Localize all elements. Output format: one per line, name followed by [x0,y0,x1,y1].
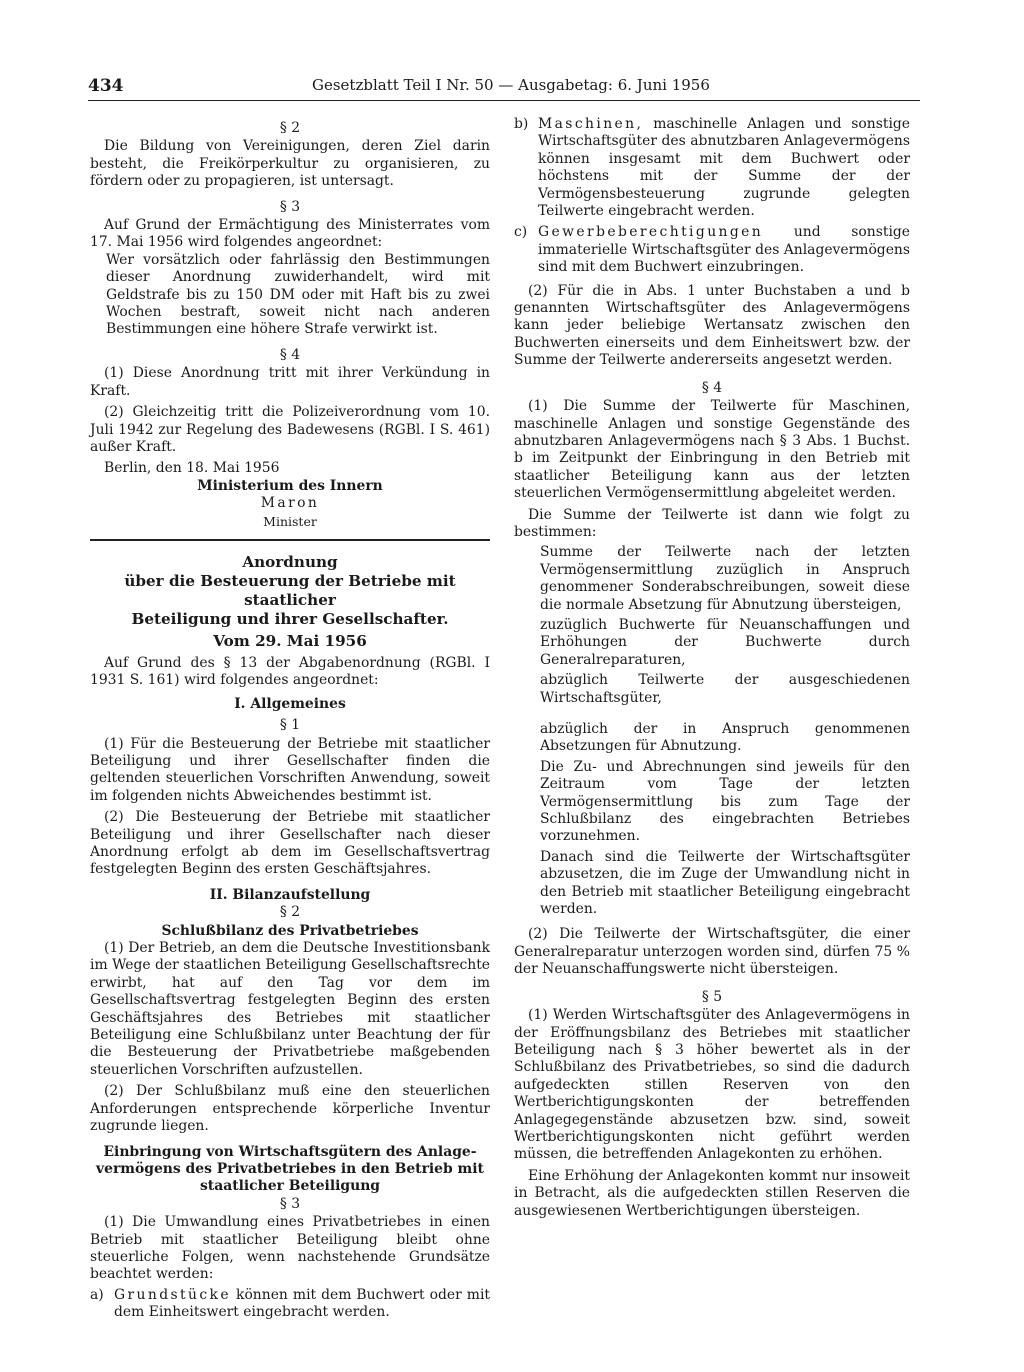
section-subheading: Einbringung von Wirtschaftsgütern des Anlage- [103,1143,477,1160]
section-heading: § 3 [279,198,301,215]
paragraph: (2) Gleichzeitig tritt die Polizeiverordnung vom 10. Juli 1942 zur Regelung des Badewesens (RGBl. I S. 461) außer Kraft. [90,404,490,455]
paragraph: (1) Für die Besteuerung der Betriebe mit staatlicher Beteiligung und ihrer Gesellschafter finden die geltenden steuerlichen Vorschriften Anwendung, soweit im folgenden nichts Abweichendes bestimmt ist. [90,735,490,804]
section-heading: § 5 [701,988,723,1005]
right-column [514,116,910,1220]
paragraph: (1) Werden Wirtschaftsgüter des Anlagevermögens in der Eröffnungsbilanz des Betriebes mit staatlicher Beteiligung nach § 3 höher bewertet als in der Schlußbilanz des Privatbetriebes, so sind die dadurch aufgedeckten stillen Reserven von den Wertberichtigungskonten der betreffenden Anlagegegenstände abzusetzen bzw. sind, soweit Wertberichtigungskonten nicht geführt werden müssen, die betreffenden Anlagekonten zu erhöhen. [514,1007,910,1163]
paragraph: (2) Die Besteuerung der Betriebe mit staatlicher Beteiligung und ihrer Gesellschafter nach dieser Anordnung erfolgt ab dem im Gesellschaftsvertrag festgelegten Beginn des ersten Geschäftsjahres. [90,809,490,878]
section-subheading: vermögens des Privatbetriebes in den Betrieb mit [96,1160,484,1177]
calculation-step: Die Zu- und Abrechnungen sind jeweils für den Zeitraum vom Tage der letzten Vermögensermittlung bis zum Tage der Schlußbilanz des eingebrachten Betriebes vorzunehmen. [540,758,910,845]
list-label: a) [90,1286,104,1303]
preamble: Auf Grund des § 13 der Abgabenordnung (RGBl. I 1931 S. 161) wird folgendes angeordnet: [90,654,490,689]
signer-name: Maron [260,495,320,512]
paragraph: (1) Die Summe der Teilwerte für Maschinen, maschinelle Anlagen und sonstige Gegenstände des abnutzbaren Anlagevermögens nach § 3 Abs. 1 Buchst. b im Zeitpunkt der Einbringung in den Betrieb mit staatlicher Beteiligung kann aus der letzten steuerlichen Vermögensermittlung abgeleitet werden. [514,398,910,502]
list-label: b) [514,116,529,132]
paragraph: Die Summe der Teilwerte ist dann wie folgt zu bestimmen: [514,506,910,540]
section-heading: § 1 [279,717,301,734]
list-term: Gewerbeberechtigungen [538,224,764,241]
page-number: 434 [88,76,124,96]
list-body [538,224,910,276]
section-subheading: staatlicher Beteiligung [199,1178,381,1195]
calculation-step: abzüglich der in Anspruch genommenen Absetzungen für Abnutzung. [540,721,910,755]
ordinance-date: Vom 29. Mai 1956 [213,631,367,650]
paragraph: (1) Die Umwandlung eines Privatbetriebes in einen Betrieb mit staatlicher Beteiligung bleibt ohne steuerliche Folgen, wenn nachstehende Grundsätze beachtet werden: [90,1214,490,1283]
left-column [90,116,490,1322]
place-date: Berlin, den 18. Mai 1956 [104,460,280,477]
list-label: c) [514,224,528,241]
penalty-provision: Wer vorsätzlich oder fahrlässig den Bestimmungen dieser Anordnung zuwiderhandelt, wird mit Geldstrafe bis zu 150 DM oder mit Haft bis zu zwei Wochen bestraft, soweit nicht nach anderen Bestimmungen eine höhere Strafe verwirkt ist. [106,251,490,338]
calculation-step: zuzüglich Buchwerte für Neuanschaffungen und Erhöhungen der Buchwerte durch Generalreparaturen, [540,616,910,668]
list-text: können mit dem Buchwert oder mit dem Einheitswert eingebracht werden. [114,1286,490,1321]
calculation-step: Summe der Teilwerte nach der letzten Vermögensermittlung zuzüglich in Anspruch genommener Sonderabschreibungen, soweit diese die normale Absetzung für Abnutzung übersteigen, [540,544,910,613]
calculation-step: abzüglich Teilwerte der ausgeschiedenen Wirtschaftsgüter, [540,672,910,706]
part-heading: II. Bilanzaufstellung [209,886,371,903]
ministry-name: Ministerium des Innern [197,477,383,494]
paragraph: (2) Die Teilwerte der Wirtschaftsgüter, die einer Generalreparatur unterzogen worden sind, dürfen 75 % der Neuanschaffungswerte nicht übersteigen. [514,926,910,978]
section-heading: § 2 [279,120,301,136]
list-item [514,116,910,220]
paragraph: (2) Für die in Abs. 1 unter Buchstaben a und b genannten Wirtschaftsgüter des Anlagevermögens kann jeder beliebige Wertansatz zwischen den Buchwerten einerseits und dem Einheitswert bzw. der Summe der Teilwerte andererseits angesetzt werden. [514,282,910,369]
list-term: Maschinen, [538,116,644,132]
list-item [514,224,910,276]
running-title: Gesetzblatt Teil I Nr. 50 — Ausgabetag: 6. Juni 1956 [312,76,710,94]
ordinance-title: über die Besteuerung der Betriebe mit staatlicher [124,571,456,609]
paragraph: (1) Der Betrieb, an dem die Deutsche Investitionsbank im Wege der staatlichen Beteiligung Gesellschaftsrechte erwirbt, hat auf den Tag vor dem im Gesellschaftsvertrag festgelegten Beginn des ersten Geschäftsjahres des Betriebes mit staatlicher Beteiligung eine Schlußbilanz unter Beachtung der für die Besteuerung der Privatbetriebe maßgebenden steuerlichen Vorschriften aufzustellen. [90,940,490,1078]
paragraph: (1) Diese Anordnung tritt mit ihrer Verkündung in Kraft. [90,365,490,399]
ordinance-title: Beteiligung und ihrer Gesellschafter. [131,609,449,628]
list-text: und sonstige immaterielle Wirtschaftsgüter des Anlagevermögens sind mit dem Buchwert einzubringen. [538,224,911,276]
section-subheading: Schlußbilanz des Privatbetriebes [161,922,419,939]
ordinance-title: Anordnung [242,552,338,571]
calculation-step: Danach sind die Teilwerte der Wirtschaftsgüter abzusetzen, die im Zuge der Umwandlung nicht in den Betrieb mit staatlicher Beteiligung eingebracht werden. [540,848,910,918]
list-item [90,1287,490,1322]
paragraph: Auf Grund der Ermächtigung des Ministerrates vom 17. Mai 1956 wird folgendes angeordnet: [90,217,490,251]
list-term: Grundstücke [114,1286,231,1303]
paragraph: Eine Erhöhung der Anlagekonten kommt nur insoweit in Betracht, als die aufgedeckten stillen Reserven die ausgewiesenen Wertberichtigungen übersteigen. [514,1167,910,1219]
part-heading: I. Allgemeines [234,695,346,712]
paragraph: Die Bildung von Vereinigungen, deren Ziel darin besteht, die Freikörperkultur zu organisieren, zu fördern oder zu propagieren, ist untersagt. [90,138,490,190]
list-body [538,116,910,220]
paragraph: (2) Der Schlußbilanz muß eine den steuerlichen Anforderungen entsprechende körperliche Inventur zugrunde liegen. [90,1083,490,1135]
list-body [114,1287,490,1322]
section-divider [90,539,490,541]
header-rule [88,100,920,101]
section-heading: § 2 [279,904,301,921]
section-heading: § 3 [279,1195,301,1212]
list-text: maschinelle Anlagen und sonstige Wirtschaftsgüter des abnutzbaren Anlagevermögens können insgesamt mit dem Buchwert oder höchstens mit der Summe der der Vermögensbesteuerung zugrunde gelegten Teilwerte eingebracht werden. [538,116,911,220]
signer-title: Minister [263,513,317,529]
page-header [88,76,920,98]
section-heading: § 4 [279,346,301,363]
section-heading: § 4 [701,379,723,396]
